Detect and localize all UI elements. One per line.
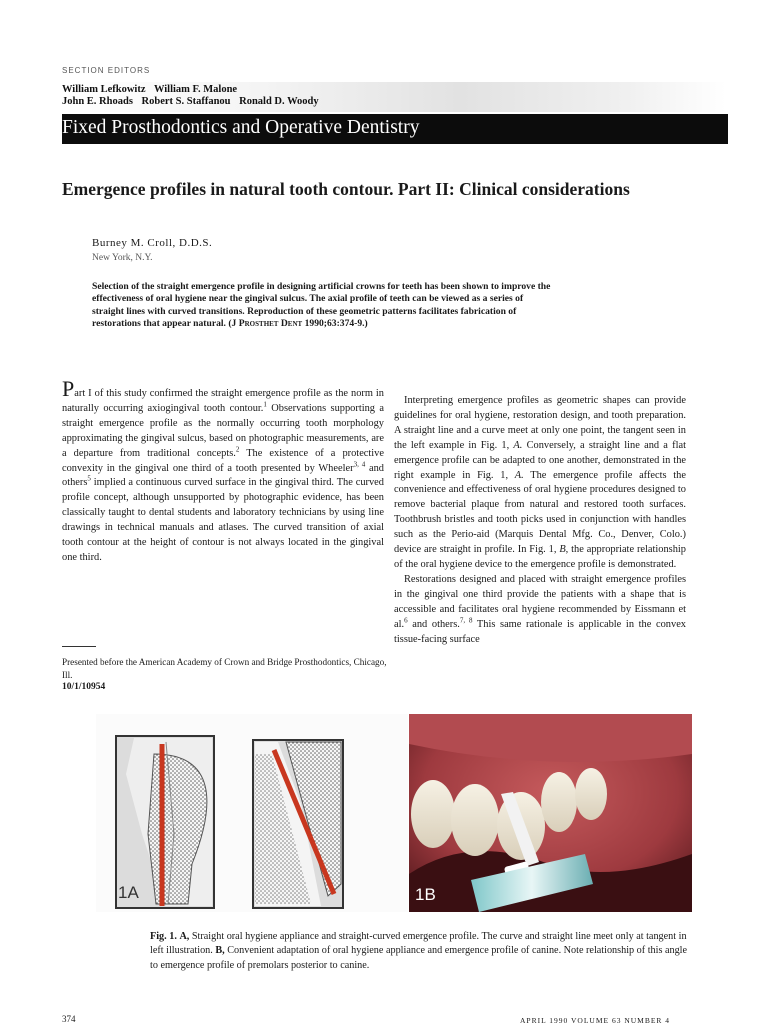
footnote-rule: [62, 646, 96, 647]
tooth: [451, 784, 499, 856]
caption-part-label: B,: [215, 945, 225, 957]
figure-1b-photo: [409, 714, 692, 912]
figure-1a-drawing: [96, 714, 408, 912]
tooth: [541, 772, 577, 832]
accession-number: 10/1/10954: [62, 682, 106, 692]
editor-name: Robert S. Staffanou: [141, 96, 231, 107]
body-text: This same rationale is applicable in the convex tissue-facing surface: [394, 618, 686, 645]
figure-1b: [409, 714, 692, 912]
reference-marker: 3, 4: [353, 460, 366, 469]
reference-marker: 2: [235, 445, 240, 454]
straight-profile-diagram: [253, 740, 343, 908]
editor-name: John E. Rhoads: [62, 96, 133, 107]
editor-row-1: [62, 84, 243, 95]
body-text: the appropriate relationship of the oral hygiene device to the emergence profile is demonstrated.: [394, 544, 686, 570]
abstract-citation-open: (J: [225, 317, 239, 329]
body-text: The existence of a protective convexity in the gingival one third of a tooth presented by Wheeler: [62, 447, 384, 474]
figure-label-1b: 1B: [415, 885, 436, 904]
body-right-column: [394, 394, 686, 647]
reference-marker: 7, 8: [459, 616, 473, 625]
drop-cap: P: [62, 376, 75, 401]
body-text: implied a continuous curved surface in the gingival third. The curved profile concept, although unsupported by photographic evidence, has been classically taught to dental students and laboratory technicians by using line drawings in technical manuals and atlases. The curved transition of axial tooth contour at the height of contour is not always located in the gingival one third.: [62, 477, 384, 563]
caption-part-label: A,: [179, 931, 190, 942]
author-location: New York, N.Y.: [92, 253, 153, 263]
running-footer: APRIL 1990 VOLUME 63 NUMBER 4: [520, 1016, 671, 1025]
editor-row-2: [62, 96, 325, 107]
tooth: [575, 768, 607, 820]
abstract-journal: Prosthet Dent: [238, 317, 303, 329]
caption-text: Straight oral hygiene appliance and straight-curved emergence profile. The curve and straight line meet only at tangent in left illustration.: [150, 931, 687, 957]
figure-reference: A.: [513, 439, 523, 451]
author-name: Burney M. Croll, D.D.S.: [92, 237, 213, 249]
abstract: [92, 281, 552, 330]
editor-name: William Lefkowitz: [62, 84, 146, 95]
editor-name: Ronald D. Woody: [239, 96, 319, 107]
page-number: 374: [62, 1014, 76, 1024]
section-banner: [62, 114, 728, 144]
body-text: Observations supporting a straight emergence profile as the normally occurring tooth morphology approximating the gingival sulcus, based on photographic measurements, are a departure from traditional concepts.: [62, 402, 384, 459]
tooth: [411, 780, 455, 848]
figure-label-1a: 1A: [118, 883, 139, 902]
body-paragraph: [394, 573, 686, 648]
section-editors-label: SECTION EDITORS: [62, 66, 151, 75]
caption-label: Fig. 1.: [150, 931, 177, 942]
body-text: art I of this study confirmed the straight emergence profile as the norm in naturally occurring axiogingival tooth contour.: [62, 388, 384, 414]
figure-caption: [150, 930, 690, 973]
reference-marker: 6: [404, 616, 408, 625]
body-text: and others.: [407, 618, 460, 630]
figure-reference: B,: [559, 544, 569, 556]
body-text: The emergence profile affects the convenience and effectiveness of oral hygiene procedures designed to remove bacterial plaque from natural and restored tooth surfaces. Toothbrush bristles and tooth picks used in conjunction with handles such as the Perio-aid (Marquis Dental Mfg. Co., Denver, Colo.) device are straight in profile. In Fig. 1,: [394, 469, 686, 556]
footnote: Presented before the American Academy of Crown and Bridge Prosthodontics, Chicago, Ill.: [62, 657, 387, 680]
article-title: Emergence profiles in natural tooth contour. Part II: Clinical considerations: [62, 179, 630, 199]
figure-reference: A.: [514, 469, 524, 481]
section-banner-title: Fixed Prosthodontics and Operative Dentistry: [62, 117, 420, 138]
editor-name: William F. Malone: [153, 84, 238, 95]
body-text: Restorations designed and placed with straight emergence profiles in the gingival one third provide the patients with a shape that is accessible and facilitates oral hygiene recommended by Eissmann et al.: [394, 573, 686, 630]
abstract-citation-close: 1990;63:374-9.): [302, 317, 368, 329]
body-paragraph: [394, 394, 686, 573]
abstract-text: Selection of the straight emergence profile in designing artificial crowns for teeth has been shown to improve the effectiveness of oral hygiene near the gingival sulcus. The axial profile of teeth can be viewed as a series of straight lines with curved transitions. Reproduction of these geometric patterns facilitates fabrication of restorations that appear natural.: [92, 281, 551, 329]
body-left-column: [62, 376, 385, 566]
reference-marker: 1: [263, 400, 267, 409]
figure-1a: [96, 714, 408, 912]
reference-marker: 5: [87, 474, 91, 483]
body-text: Interpreting emergence profiles as geometric shapes can provide guidelines for oral hygiene, restoration design, and tooth preparation. A straight line and a curve meet at only one point, the tangent seen in the left example in Fig. 1,: [394, 395, 686, 451]
body-text: and others: [62, 462, 385, 489]
caption-text: Convenient adaptation of oral hygiene appliance and emergence profile of canine. Note relationship of this angle to emergence profile of premolars posterior to canine.: [150, 945, 688, 971]
body-text: Conversely, a straight line and a flat emergence profile can be adapted to one another, demonstrated in the right example in Fig. 1,: [394, 439, 686, 481]
